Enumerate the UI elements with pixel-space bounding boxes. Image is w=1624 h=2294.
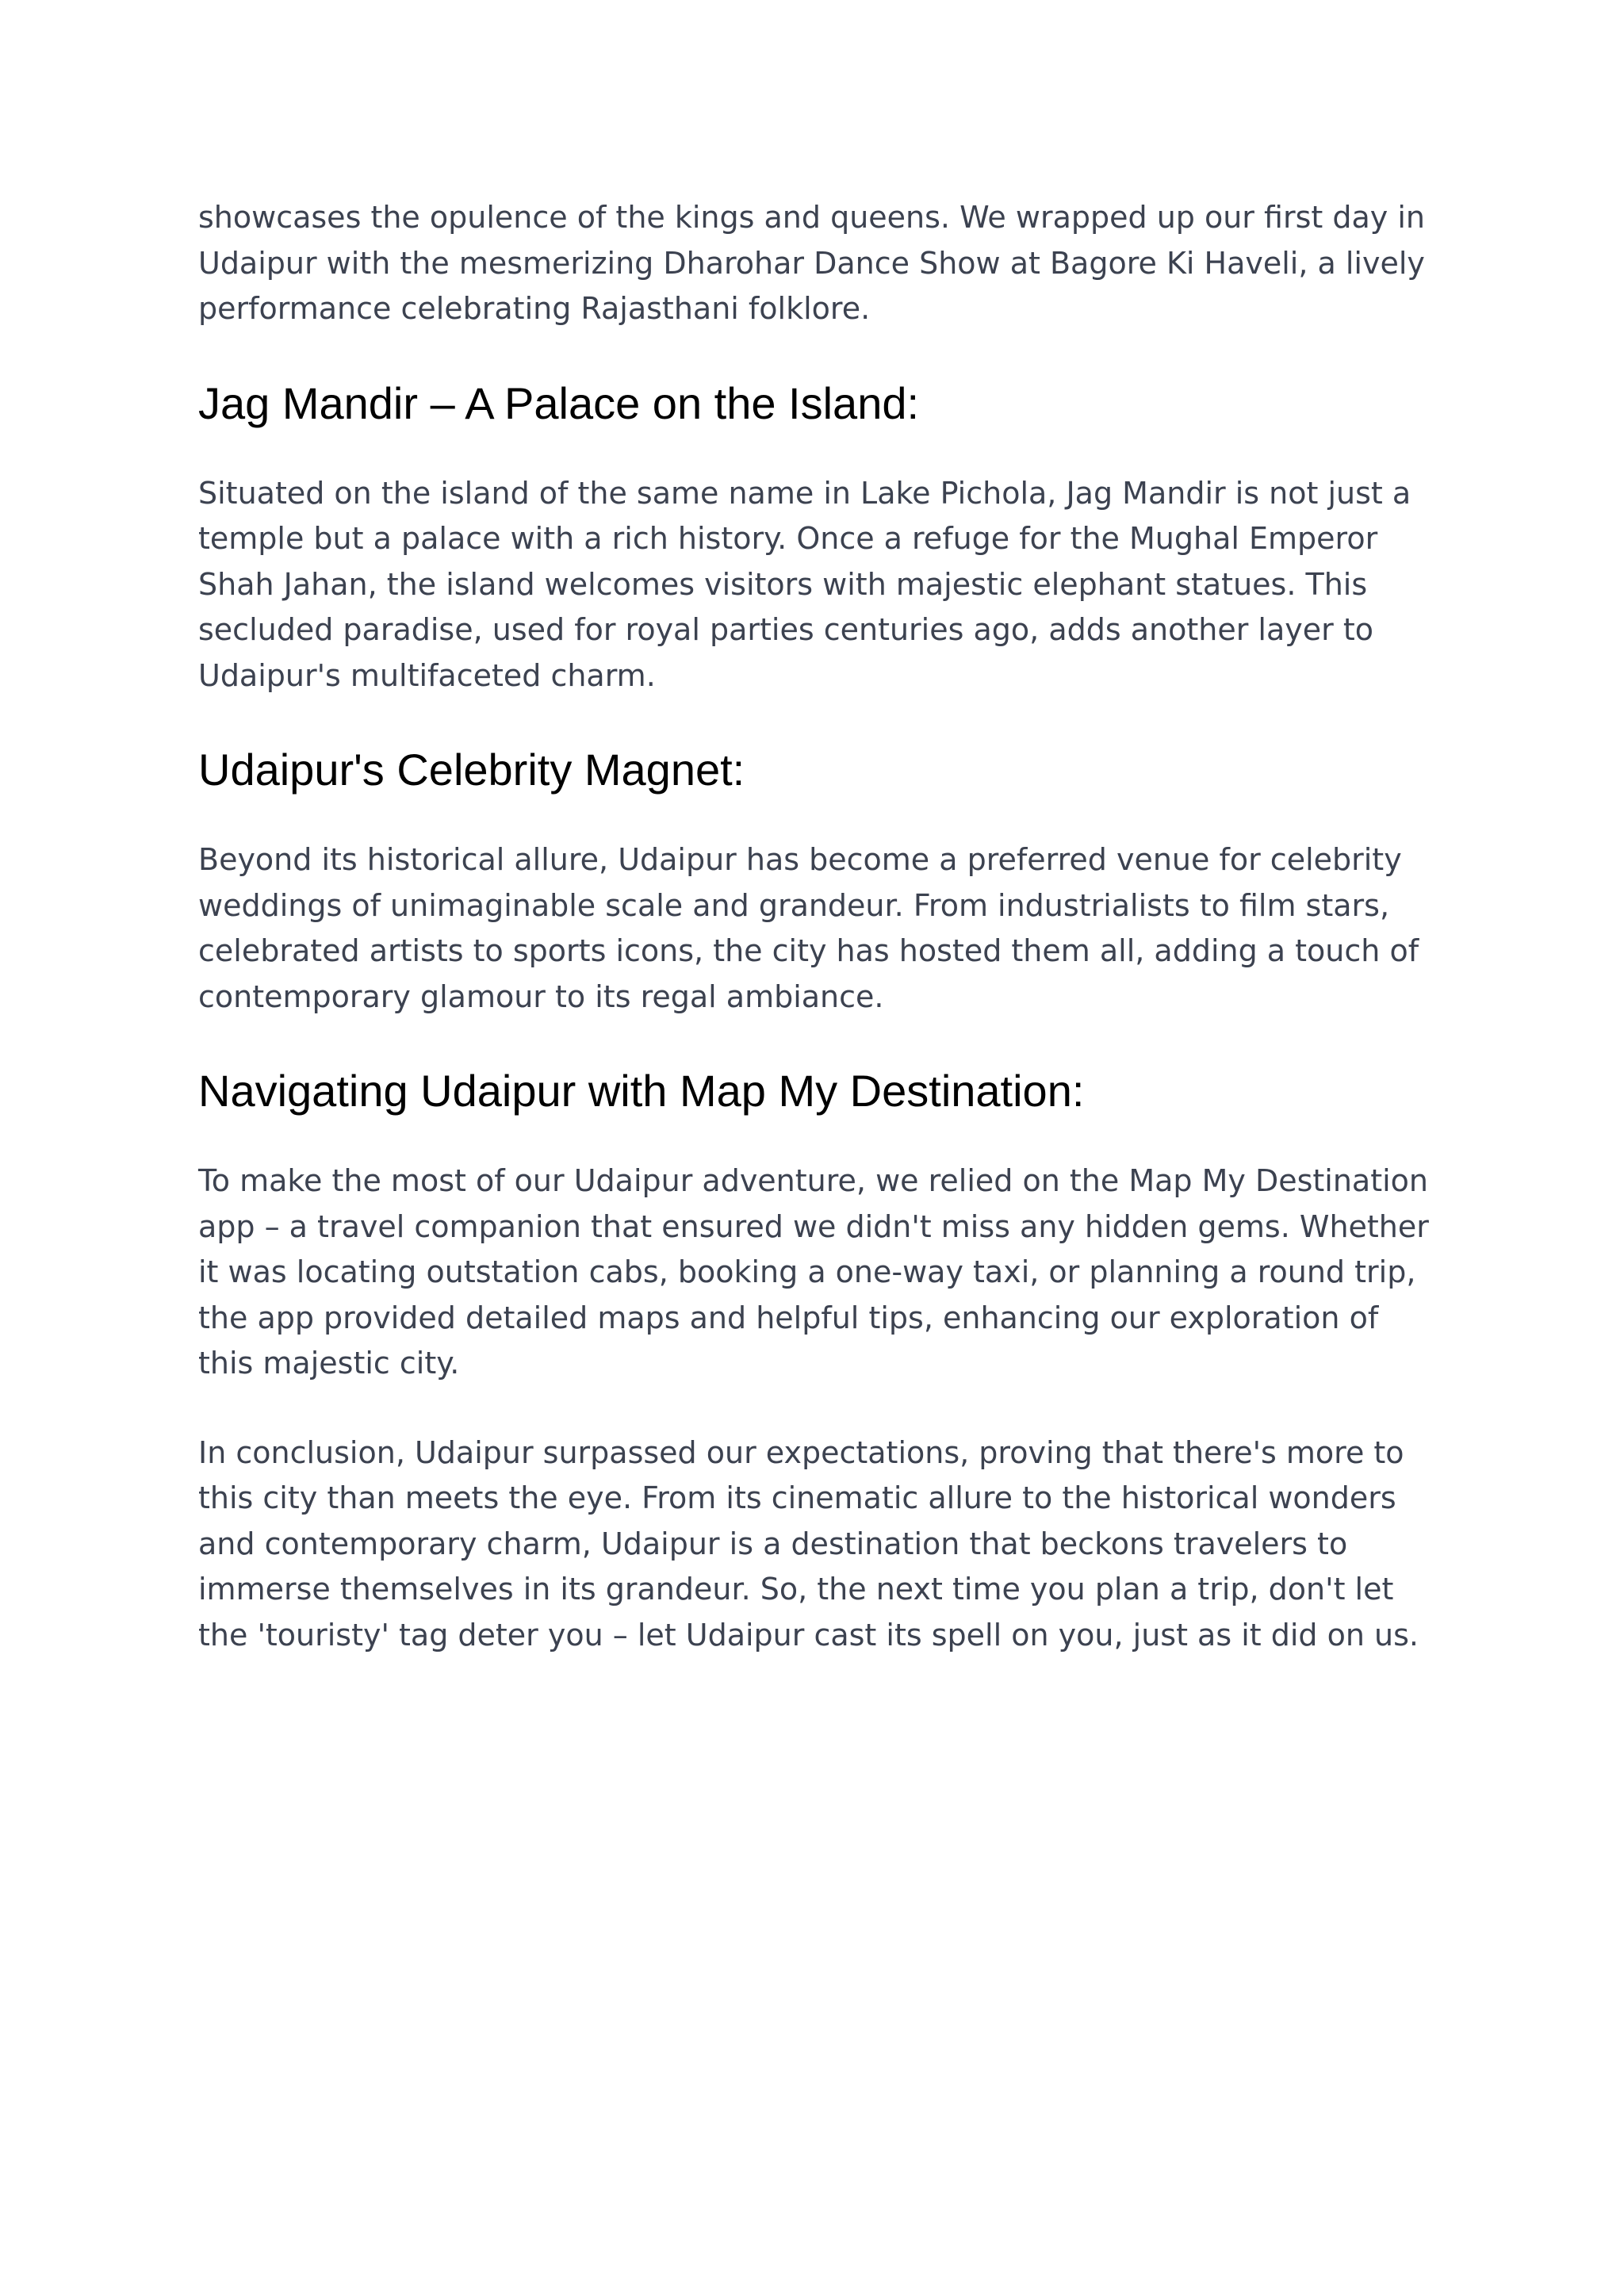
section-paragraph-navigating-udaipur: To make the most of our Udaipur adventure, we relied on the Map My Destination app – a travel companion that ensured we didn't miss any hidden gems. Whether it was locating outstation cabs, booking a one-way taxi, or planning a round trip, the app provided detailed maps and helpful tips, enhancing our exploration of this majestic city.	[198, 1163, 1429, 1381]
section-heading-navigating-udaipur: Navigating Udaipur with Map My Destination:	[198, 1066, 1085, 1116]
section-paragraph-celebrity-magnet: Beyond its historical allure, Udaipur has become a preferred venue for celebrity weddings of unimaginable scale and grandeur. From industrialists to film stars, celebrated artists to sports icons, the city has hosted them all, adding a touch of contemporary glamour to its regal ambiance.	[198, 842, 1419, 1014]
conclusion-paragraph: In conclusion, Udaipur surpassed our expectations, proving that there's more to this city than meets the eye. From its cinematic allure to the historical wonders and contemporary charm, Udaipur is a destination that beckons travelers to immerse themselves in its grandeur. So, the next time you plan a trip, don't let the 'touristy' tag deter you – let Udaipur cast its spell on you, just as it did on us.	[198, 1434, 1419, 1653]
intro-paragraph: showcases the opulence of the kings and queens. We wrapped up our first day in Udaipur with the mesmerizing Dharohar Dance Show at Bagore Ki Haveli, a lively performance celebrating Rajasthani folklore.	[198, 200, 1425, 326]
section-heading-jag-mandir: Jag Mandir – A Palace on the Island:	[198, 377, 920, 428]
section-paragraph-jag-mandir: Situated on the island of the same name in Lake Pichola, Jag Mandir is not just a temple but a palace with a rich history. Once a refuge for the Mughal Emperor Shah Jahan, the island welcomes visitors with majestic elephant statues. This secluded paradise, used for royal parties centuries ago, adds another layer to Udaipur's multifaceted charm.	[198, 475, 1411, 693]
section-heading-celebrity-magnet: Udaipur's Celebrity Magnet:	[198, 745, 745, 795]
document-page	[198, 195, 1435, 1658]
